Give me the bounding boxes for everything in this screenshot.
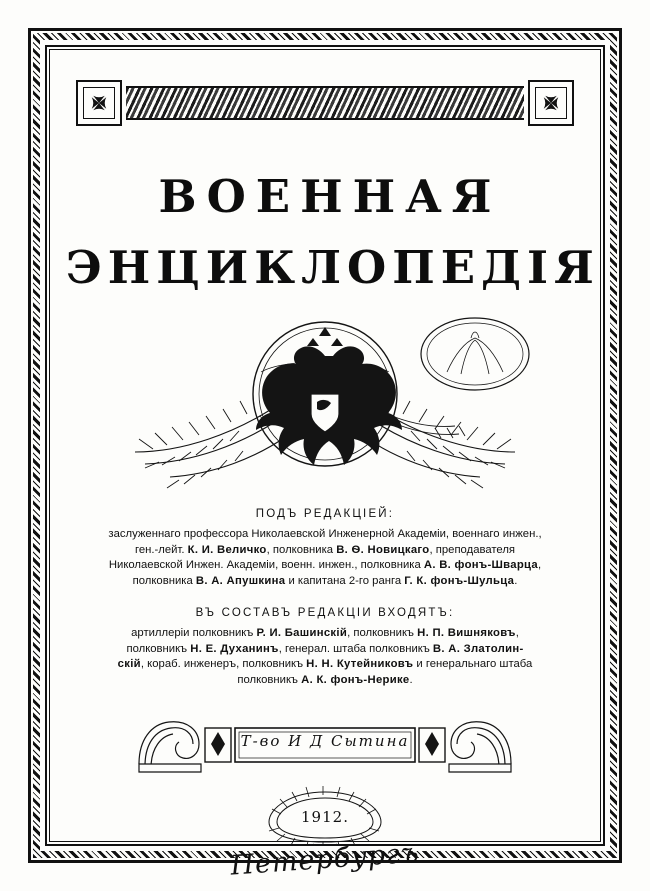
board-name-von-nerike: А. К. фонъ-Нерике: [301, 673, 410, 686]
editorship-line-1: [68, 527, 582, 543]
russian-imperial-eagle-icon: [75, 302, 575, 502]
board-line-1-e: ,: [515, 627, 519, 639]
editorship-line-2: [68, 543, 582, 559]
publication-city: Петербургъ: [229, 837, 421, 882]
editorship-line-4-c: и капитана 2-го ранга: [285, 574, 405, 587]
board-name-bashinsky: Р. И. Башинскій: [256, 627, 348, 639]
board-line-4-c: .: [409, 673, 413, 686]
board-line-2-c: , генерал. штаба полковникъ: [278, 642, 433, 655]
editor-name-velichko: К. И. Величко: [187, 543, 267, 556]
publication-year: 1912.: [301, 808, 349, 826]
publisher-name: Т-во И Д Сытина: [240, 732, 410, 750]
editorship-line-3-a: Николаевской Инжен. Академіи, военн. инжен., полковника: [108, 559, 424, 571]
emblem-illustration: [60, 302, 590, 502]
editorship-line-2-e: , преподавателя: [429, 543, 516, 556]
board-name-zlatolinsky-part1: В. А. Златолин-: [432, 642, 524, 655]
board-name-zlatolinsky-part2: скій: [117, 658, 141, 670]
scroll-ornament-icon-left: [139, 722, 201, 772]
board-line-2: [68, 642, 582, 658]
title-page-content: [60, 58, 600, 882]
editorship-line-2-a: ген.-лейт.: [134, 543, 188, 556]
board-name-dukhanin: Н. Е. Духанинъ: [190, 642, 279, 655]
editorship-heading: ПОДЪ РЕДАКЦІЕЙ:: [255, 508, 395, 520]
editor-name-apushkin: В. А. Апушкина: [195, 574, 286, 587]
editorship-line-3-c: ,: [538, 559, 542, 571]
editorship-line-4-e: .: [514, 574, 518, 587]
editorship-line-2-c: , полковника: [266, 543, 337, 556]
board-line-2-a: полковникъ: [126, 642, 191, 655]
editor-name-novitsky: В. Ѳ. Новицкаго: [336, 543, 430, 556]
maltese-cross-icon-left: [76, 80, 122, 126]
maltese-cross-icon-right: [528, 80, 574, 126]
board-name-vishnyakov: Н. П. Вишняковъ: [417, 627, 516, 639]
editor-name-schwartz: А. В. фонъ-Шварца: [423, 559, 538, 571]
board-line-3-d: и генеральнаго штаба: [413, 658, 533, 670]
laurel-band-ornament: [126, 86, 524, 120]
board-line-1-a: артиллеріи полковникъ: [131, 627, 257, 639]
editorship-line-4-a: полковника: [132, 574, 196, 587]
board-name-kuteynikov: Н. Н. Кутейниковъ: [306, 658, 414, 670]
top-ornament-band: [76, 80, 574, 126]
editorship-line-1-text: заслуженнаго профессора Николаевской Инженерной Академіи, военнаго инжен.,: [108, 528, 542, 540]
board-line-1: [68, 626, 582, 642]
board-line-4-a: полковникъ: [237, 673, 302, 686]
imprint-footer: [60, 786, 590, 896]
editorship-line-4: [68, 574, 582, 590]
board-heading: ВЪ СОСТАВЪ РЕДАКЦІИ ВХОДЯТЪ:: [195, 607, 455, 619]
page-title: ВОЕННАЯ: [158, 170, 502, 223]
editor-name-schultz: Г. К. фонъ-Шульца: [404, 574, 515, 587]
board-line-1-c: , полковникъ: [347, 627, 418, 639]
scroll-ornament-icon-right: [449, 722, 511, 772]
editorship-line-3: [68, 558, 582, 574]
board-line-4: [68, 673, 582, 689]
board-line-3: [68, 657, 582, 673]
spacer: [60, 589, 590, 601]
page-subtitle: ЭНЦИКЛОПЕДІЯ: [66, 241, 600, 294]
publisher-cartouche: [60, 714, 590, 778]
board-line-3-b: , кораб. инженеръ, полковникъ: [140, 658, 307, 670]
